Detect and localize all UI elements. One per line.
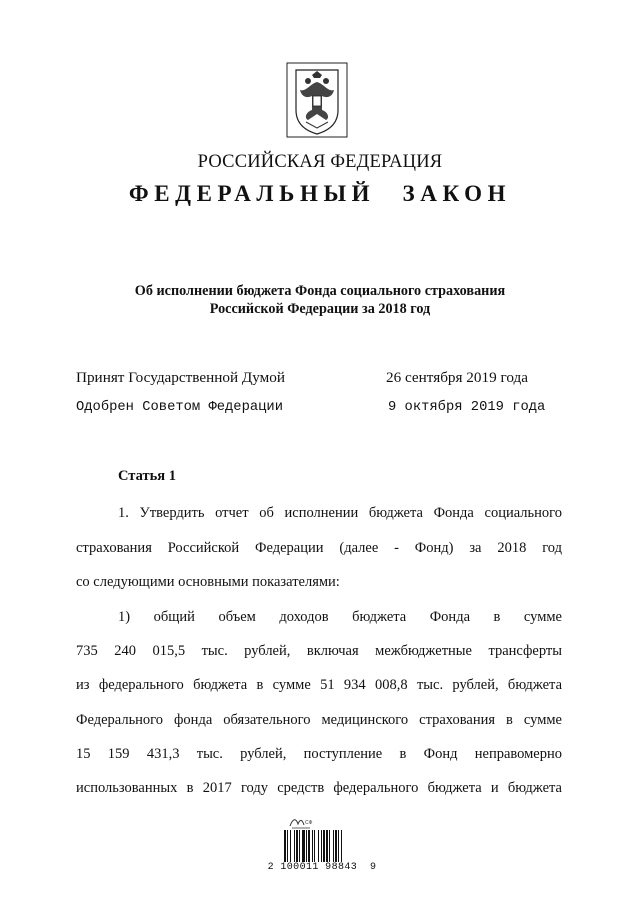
body-line: 15 159 431,3 тыс. рублей, поступление в Фонд неправомерно (76, 746, 562, 762)
body-line: 1. Утвердить отчет об исполнении бюджета Фонда социального (118, 505, 562, 521)
barcode-number: 2 100011 98843 9 (267, 862, 377, 873)
body-line: Федерального фонда обязательного медицинского страхования в сумме (76, 712, 562, 728)
body-line: из федерального бюджета в сумме 51 934 008,8 тыс. рублей, бюджета (76, 677, 562, 693)
body-line: 1) общий объем доходов бюджета Фонда в сумме (118, 609, 562, 625)
body-line: страхования Российской Федерации (далее - Фонд) за 2018 год (76, 540, 562, 556)
law-title-line: Российской Федерации за 2018 год (209, 301, 431, 317)
adoption-duma-row (76, 369, 546, 387)
law-title-line: Об исполнении бюджета Фонда социального страхования (134, 283, 506, 299)
body-line: использованных в 2017 году средств федерального бюджета и бюджета (76, 780, 562, 796)
barcode-icon (284, 830, 364, 862)
adoption-council-row (76, 400, 546, 415)
council-label: Одобрен Советом Федерации (76, 400, 283, 415)
coat-of-arms-icon (286, 62, 348, 138)
registration-stamp-icon (288, 816, 314, 830)
body-line: со следующими основными показателями: (76, 574, 340, 590)
article-heading: Статья 1 (118, 468, 176, 484)
duma-label: Принят Государственной Думой (76, 369, 285, 386)
body-line: 735 240 015,5 тыс. рублей, включая межбюджетные трансферты (76, 643, 562, 659)
svg-text:СФ: СФ (305, 820, 313, 826)
law-type-heading: ФЕДЕРАЛЬНЫЙ ЗАКОН (128, 181, 512, 206)
law-title (0, 282, 640, 318)
country-name: РОССИЙСКАЯ ФЕДЕРАЦИЯ (197, 152, 443, 172)
duma-date: 26 сентября 2019 года (386, 369, 528, 386)
council-date: 9 октября 2019 года (388, 400, 546, 415)
